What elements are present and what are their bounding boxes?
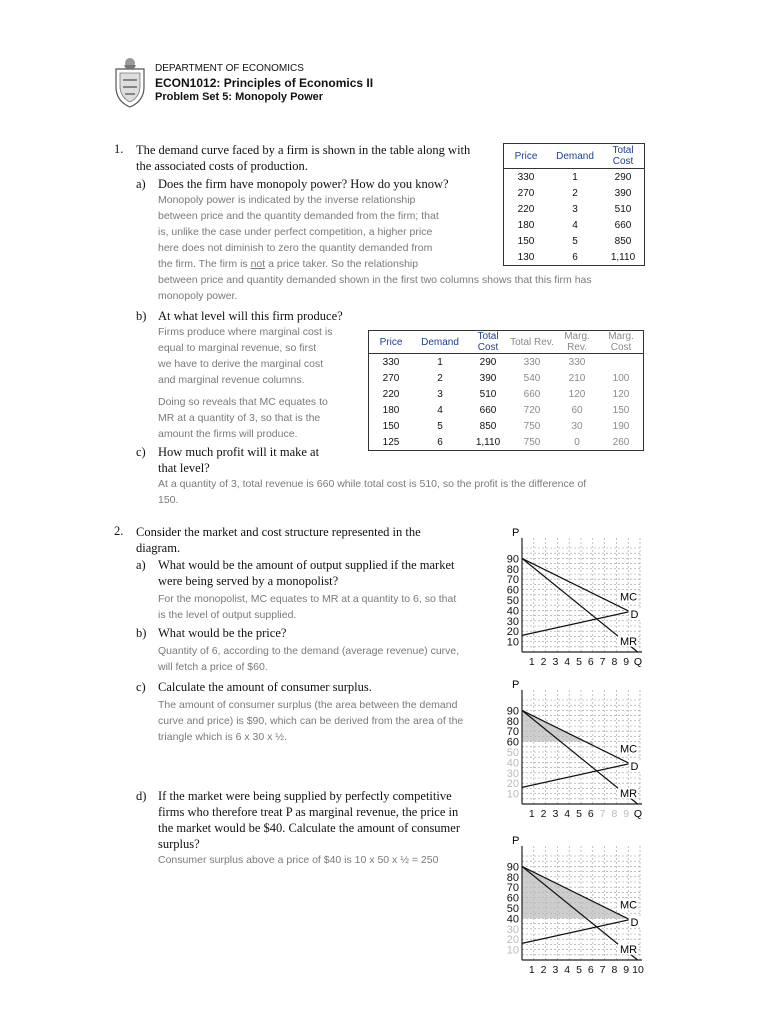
x-tick-label: 4	[564, 808, 571, 820]
table-cell: 100	[612, 372, 630, 384]
table-cell: 540	[523, 372, 541, 384]
table-cell: 130	[517, 251, 535, 263]
q2b-question: What would be the price?	[158, 626, 287, 640]
table-cell: 4	[572, 219, 578, 231]
q1b-label: b)	[136, 309, 147, 323]
answer-line: between price and the quantity demanded from the firm; that	[158, 210, 439, 222]
q2c-question: Calculate the amount of consumer surplus.	[158, 680, 372, 694]
y-tick-label: 10	[506, 636, 519, 649]
table-cell: 4	[437, 404, 443, 416]
table-cell: 6	[572, 251, 578, 263]
y-tick-label: 30	[506, 767, 519, 780]
y-tick-label: 10	[506, 944, 519, 957]
y-tick-label: 50	[506, 595, 519, 607]
table-cell: 330	[517, 171, 535, 183]
table-cell	[599, 354, 644, 371]
table-cell: 750	[523, 436, 541, 448]
x-tick-label: 3	[552, 656, 559, 668]
table-cell: 510	[614, 203, 632, 215]
q2c-label: c)	[136, 680, 146, 694]
q1a-label: a)	[136, 177, 146, 191]
x-tick-label: 6	[587, 808, 594, 820]
q2d-label: d)	[136, 789, 147, 803]
answer-line: The amount of consumer surplus (the area between the demand	[158, 699, 458, 711]
table-row	[504, 217, 645, 233]
x-tick-label: 10	[632, 964, 644, 976]
x-tick-label: 9	[623, 808, 630, 820]
series-label-mc: MC	[619, 591, 638, 604]
table-cell: 330	[382, 356, 400, 368]
table-cell: 850	[479, 420, 497, 432]
x-axis-label: Q	[633, 808, 643, 820]
table-header: Price	[514, 150, 538, 162]
table-cell: 330	[568, 356, 586, 368]
course-title: ECON1012: Principles of Economics II	[155, 76, 374, 90]
series-label-d: D	[630, 917, 639, 930]
table-row	[369, 370, 644, 386]
table-cell: 850	[614, 235, 632, 247]
q2c-answer	[158, 697, 463, 745]
table-cell: 190	[612, 420, 630, 432]
y-tick-label: 40	[506, 757, 519, 770]
chart-monopoly-surplus	[488, 676, 658, 822]
table-cell: 125	[382, 436, 400, 448]
table-cell: 150	[382, 420, 400, 432]
answer-text: the firm. The firm is	[158, 258, 251, 270]
table-cell: 60	[571, 404, 583, 416]
x-tick-label: 6	[587, 656, 594, 668]
series-label-mr: MR	[619, 788, 638, 801]
marginal-table	[368, 330, 644, 451]
university-crest	[112, 55, 148, 109]
table-cell: 1	[572, 171, 578, 183]
table-header: Demand	[421, 336, 459, 348]
q2b-answer	[158, 643, 459, 675]
table-cell: 180	[382, 404, 400, 416]
x-tick-label: 5	[576, 808, 582, 820]
y-tick-label: 20	[506, 934, 519, 947]
series-label-d: D	[630, 609, 639, 622]
question-line: What would be the amount of output supplied if the market	[158, 558, 455, 572]
table-cell: 290	[479, 356, 497, 368]
table-header: Price	[379, 336, 403, 348]
problem-set-title: Problem Set 5: Monopoly Power	[155, 91, 324, 103]
answer-line: Monopoly power is indicated by the inverse relationship	[158, 194, 416, 206]
q1a-question: Does the firm have monopoly power? How do you know?	[158, 177, 449, 191]
question-line: How much profit will it make at	[158, 445, 320, 459]
x-tick-label: 3	[552, 808, 559, 820]
series-label-mc: MC	[619, 743, 638, 756]
department-name: DEPARTMENT OF ECONOMICS	[155, 63, 304, 74]
table-cell: 3	[572, 203, 578, 215]
x-tick-label: 1	[528, 808, 535, 820]
x-tick-label: 8	[611, 808, 618, 820]
answer-line: is, unlike the case under perfect competition, a higher price	[158, 226, 433, 238]
question-line: If the market were being supplied by perfectly competitive	[158, 789, 452, 803]
x-tick-label: 9	[623, 964, 630, 976]
q1c-label: c)	[136, 445, 146, 459]
series-label-d: D	[630, 761, 639, 774]
table-cell: 390	[479, 372, 497, 384]
table-header: Marg. Rev.	[564, 331, 590, 353]
question-line: Consider the market and cost structure represented in the	[136, 525, 421, 539]
answer-line: At a quantity of 3, total revenue is 660 while total cost is 510, so the profit is the difference of	[158, 478, 587, 490]
answer-line: amount the firms will produce.	[158, 428, 298, 440]
table-row	[504, 249, 645, 266]
table-cell: 290	[614, 171, 632, 183]
y-tick-label: 90	[506, 861, 519, 874]
y-tick-label: 80	[506, 563, 519, 576]
q2a-label: a)	[136, 558, 146, 572]
y-axis-label: P	[512, 679, 520, 691]
x-tick-label: 7	[599, 808, 606, 820]
question-line: that level?	[158, 461, 210, 475]
table-header: Marg. Cost	[608, 331, 634, 353]
y-tick-label: 80	[506, 871, 519, 884]
table-cell: 120	[568, 388, 586, 400]
x-tick-label: 2	[540, 656, 547, 668]
answer-line: will fetch a price of $60.	[158, 661, 268, 673]
chart-competitive-surplus	[488, 832, 658, 978]
q2-number: 2.	[114, 524, 124, 538]
table-cell: 120	[612, 388, 630, 400]
q2d-answer: Consumer surplus above a price of $40 is 10 x 50 x ½ = 250	[158, 854, 439, 866]
table-cell: 150	[612, 404, 630, 416]
question-line: the market would be $40. Calculate the amount of consumer	[158, 821, 460, 835]
q1-number: 1.	[114, 142, 124, 156]
table-cell: 6	[437, 436, 443, 448]
x-tick-label: 3	[552, 964, 559, 976]
table-cell: 660	[523, 388, 541, 400]
table-cell: 1,110	[475, 436, 501, 448]
x-tick-label: 7	[599, 964, 606, 976]
table-cell: 5	[572, 235, 578, 247]
q2a-answer	[158, 591, 456, 623]
y-tick-label: 20	[506, 626, 519, 639]
table-row	[369, 434, 644, 451]
table-header: Demand	[556, 150, 594, 162]
table-cell: 3	[437, 388, 443, 400]
x-axis-label: Q	[633, 656, 643, 668]
table-row	[369, 418, 644, 434]
table-cell: 150	[517, 235, 535, 247]
answer-line: For the monopolist, MC equates to MR at a quantity to 6, so that	[158, 593, 457, 605]
answer-line: we have to derive the marginal cost	[158, 358, 324, 370]
answer-line: Firms produce where marginal cost is	[158, 326, 333, 338]
y-tick-label: 30	[506, 923, 519, 936]
x-tick-label: 2	[540, 964, 547, 976]
table-cell: 270	[382, 372, 400, 384]
table-row	[504, 233, 645, 249]
y-tick-label: 80	[506, 715, 519, 728]
answer-line: triangle which is 6 x 30 x ½.	[158, 731, 287, 743]
q1b-answer	[158, 324, 332, 442]
question-line: were being served by a monopolist?	[158, 574, 339, 588]
table-cell: 330	[523, 356, 541, 368]
answer-line: between price and quantity demanded shown in the first two columns shows that this firm has	[158, 274, 592, 286]
table-row	[369, 386, 644, 402]
x-tick-label: 5	[576, 964, 582, 976]
y-tick-label: 70	[506, 726, 519, 739]
x-tick-label: 4	[564, 964, 571, 976]
table-header: Total Rev.	[510, 336, 554, 348]
series-label-mc: MC	[619, 899, 638, 912]
table-cell: 0	[574, 436, 580, 448]
question-line: firms who therefore treat P as marginal revenue, the price in	[158, 805, 459, 819]
question-line: surplus?	[158, 837, 200, 851]
table-cell: 210	[568, 372, 586, 384]
q1b-question: At what level will this firm produce?	[158, 309, 343, 323]
table-row	[369, 402, 644, 418]
y-tick-label: 50	[506, 903, 519, 915]
table-cell: 510	[479, 388, 497, 400]
y-tick-label: 70	[506, 882, 519, 895]
answer-line: equal to marginal revenue, so first	[158, 342, 317, 354]
table-row	[504, 201, 645, 217]
y-tick-label: 90	[506, 553, 519, 566]
y-tick-label: 30	[506, 615, 519, 628]
x-tick-label: 7	[599, 656, 606, 668]
table-cell: 270	[517, 187, 535, 199]
x-tick-label: 1	[528, 964, 535, 976]
y-tick-label: 20	[506, 778, 519, 791]
table-row	[504, 185, 645, 201]
table-row	[369, 354, 644, 371]
q1-text: The demand curve faced by a firm is shown in the table along with the associated costs of production.	[136, 143, 471, 173]
q1c-answer	[158, 476, 586, 508]
q2-text	[136, 524, 421, 556]
table-cell: 390	[614, 187, 632, 199]
table-header: Total Cost	[612, 145, 634, 167]
table-cell: 180	[517, 219, 535, 231]
y-axis-label: P	[512, 527, 520, 539]
table-cell: 260	[612, 436, 630, 448]
answer-line: Quantity of 6, according to the demand (average revenue) curve,	[158, 645, 460, 657]
table-cell: 660	[479, 404, 497, 416]
table-cell: 720	[523, 404, 541, 416]
table-header: Total Cost	[477, 331, 499, 353]
answer-line: monopoly power.	[158, 290, 238, 302]
answer-line: 150.	[158, 494, 179, 506]
x-tick-label: 6	[587, 964, 594, 976]
table-cell: 1,110	[610, 251, 636, 263]
y-tick-label: 60	[506, 584, 519, 597]
y-tick-label: 70	[506, 574, 519, 587]
question-line: diagram.	[136, 541, 181, 555]
x-tick-label: 2	[540, 808, 547, 820]
answer-line: Doing so reveals that MC equates to	[158, 396, 328, 408]
table-cell: 660	[614, 219, 632, 231]
y-tick-label: 90	[506, 705, 519, 718]
y-axis-label: P	[512, 835, 520, 847]
y-tick-label: 60	[506, 736, 519, 749]
y-tick-label: 40	[506, 605, 519, 618]
x-tick-label: 9	[623, 656, 630, 668]
q2a-question	[158, 557, 454, 589]
x-tick-label: 5	[576, 656, 582, 668]
y-tick-label: 40	[506, 913, 519, 926]
q2b-label: b)	[136, 626, 147, 640]
table-cell: 2	[572, 187, 578, 199]
table-cell: 220	[382, 388, 400, 400]
series-label-mr: MR	[619, 636, 638, 649]
table-cell: 220	[517, 203, 535, 215]
y-tick-label: 10	[506, 788, 519, 801]
x-tick-label: 8	[611, 964, 618, 976]
table-cell: 5	[437, 420, 443, 432]
q2d-question	[158, 788, 460, 852]
x-tick-label: 8	[611, 656, 618, 668]
table-cell: 1	[437, 356, 443, 368]
page-header	[155, 62, 373, 104]
answer-text: a price taker. So the relationship	[265, 258, 419, 270]
y-tick-label: 60	[506, 892, 519, 905]
answer-emphasis: not	[250, 258, 266, 270]
q1c-question	[158, 444, 319, 476]
x-tick-label: 1	[528, 656, 535, 668]
answer-line: and marginal revenue columns.	[158, 374, 305, 386]
series-label-mr: MR	[619, 944, 638, 957]
answer-line: curve and price) is $90, which can be derived from the area of the	[158, 715, 464, 727]
table-cell: 30	[571, 420, 583, 432]
table-row	[504, 169, 645, 186]
demand-cost-table	[503, 143, 645, 266]
answer-line: MR at a quantity of 3, so that is the	[158, 412, 321, 424]
y-tick-label: 50	[506, 747, 519, 759]
x-tick-label: 4	[564, 656, 571, 668]
answer-line: is the level of output supplied.	[158, 609, 297, 621]
table-cell: 750	[523, 420, 541, 432]
chart-monopoly-basic	[488, 524, 658, 670]
table-cell: 2	[437, 372, 443, 384]
answer-line: here does not diminish to zero the quantity demanded from	[158, 242, 433, 254]
